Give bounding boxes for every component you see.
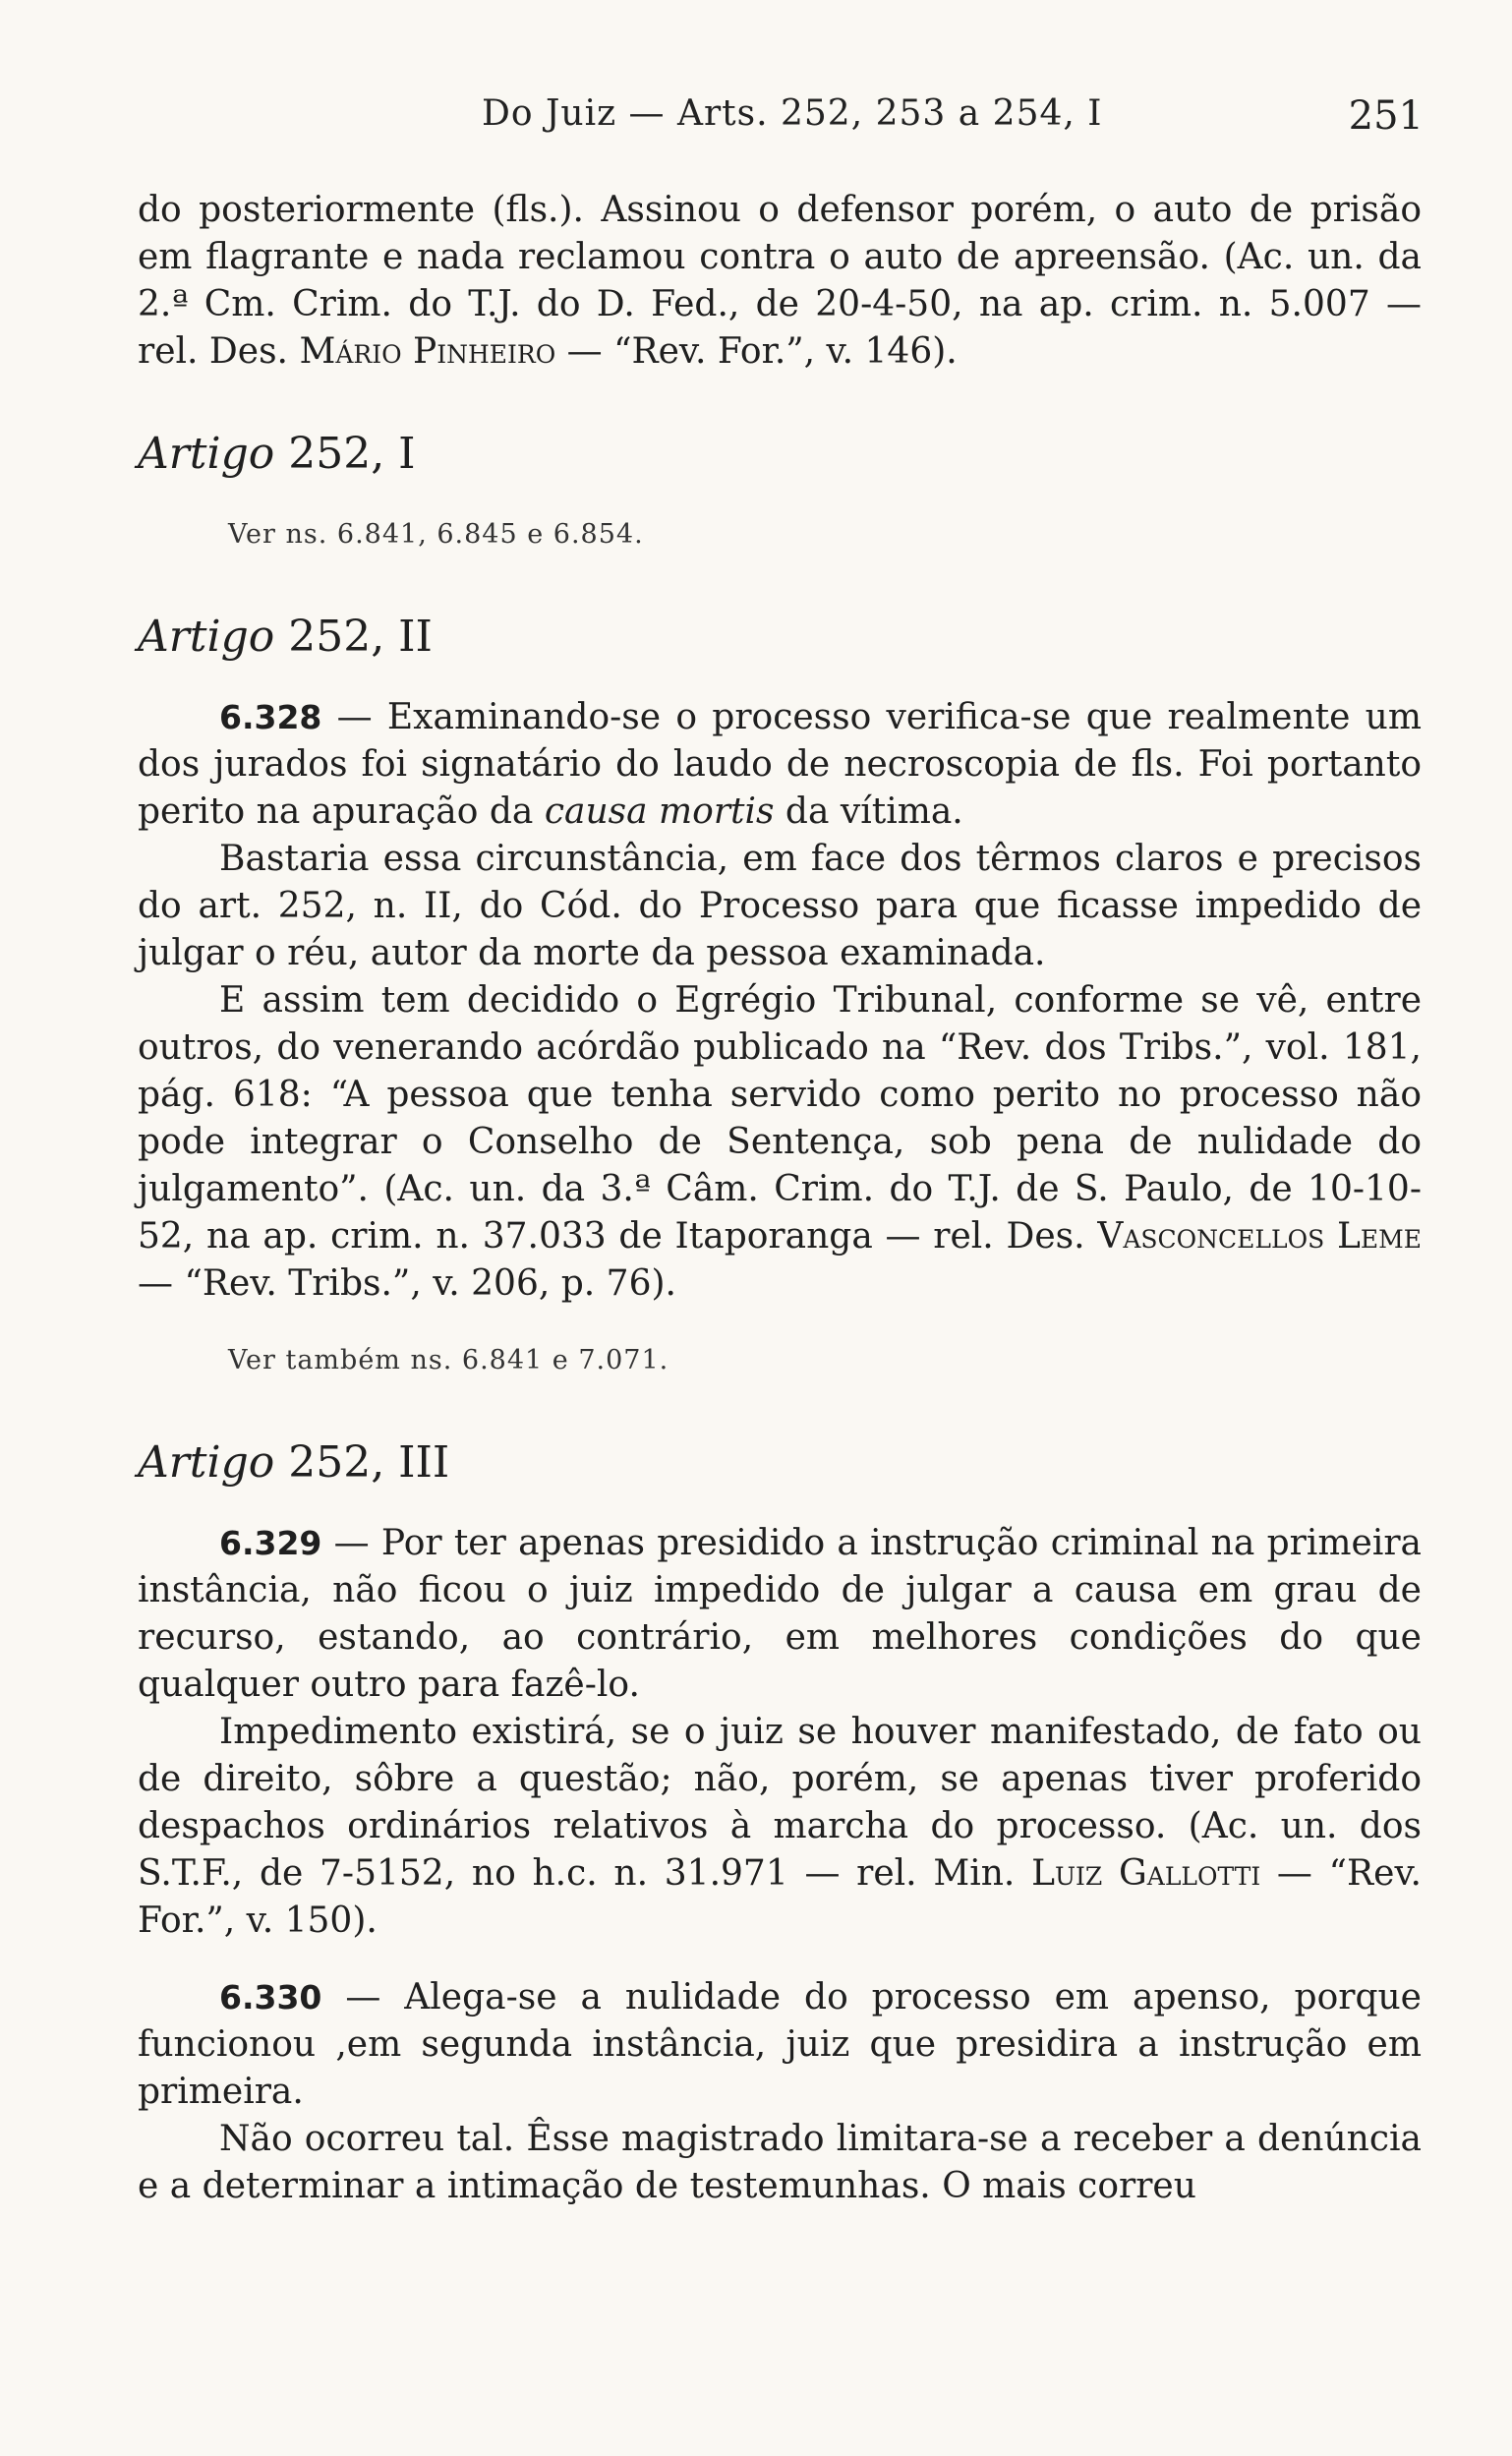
paragraph-tail: — “Rev. Tribs.”, v. 206, p. 76).: [138, 1263, 676, 1304]
article-heading-252-iii: [138, 1435, 1422, 1491]
paragraph-text: — Alega-se a nulidade do processo em apenso, porque funcionou ,em segunda instância, juiz que presidira a instrução em primeira.: [138, 1977, 1422, 2112]
spacer: [138, 1945, 1422, 1974]
paragraph-tail: — “Rev. For.”, v. 150).: [138, 1853, 1422, 1941]
page-body: [138, 187, 1422, 2210]
paragraph-6330-b: Não ocorreu tal. Êsse magistrado limitara-se a receber a denúncia e a determinar a intimação de testemunhas. O mais correu: [138, 2119, 1422, 2206]
continuation-paragraph: [138, 187, 1422, 376]
article-label: Artigo: [138, 1437, 275, 1488]
paragraph-text: Impedimento existirá, se o juiz se houver manifestado, de fato ou de direito, sôbre a questão; não, porém, se apenas tiver proferido despachos ordinários relativos à marcha do processo. (Ac. un. dos S.T.F., de 7-5152, no h.c. n. 31.971 — rel. Min.: [138, 1712, 1422, 1894]
paragraph-text: E assim tem decidido o Egrégio Tribunal, conforme se vê, entre outros, do venerando acórdão publicado na “Rev. dos Tribs.”, vol. 181, pág. 618: “A pessoa que tenha servido como perito no processo não pode integrar o Conselho de Sentença, sob pena de nulidade do julgamento”. (Ac. un. da 3.ª Câm. Crim. do T.J. de S. Paulo, de 10-10-52, na ap. crim. n. 37.033 de Itaporanga — rel. Des.: [138, 980, 1422, 1257]
article-label: Artigo: [138, 429, 275, 479]
running-head: Do Juiz — Arts. 252, 253 a 254, I: [482, 93, 1103, 134]
paragraph-6328: [138, 694, 1422, 836]
article-number: 252, II: [288, 612, 433, 662]
article-heading-252-ii: [138, 610, 1422, 665]
continuation-text: do posteriormente (fls.). Assinou o defensor porém, o auto de prisão em flagrante e nada reclamou contra o auto de apreensão. (Ac. un. da 2.ª Cm. Crim. do T.J. do D. Fed., de 20-4-50, na ap. crim. n. 5.007 — rel. Des.: [138, 190, 1422, 372]
author-name: Luiz Gallotti: [1031, 1853, 1261, 1894]
page-number: 251: [1348, 93, 1424, 139]
paragraph-number: 6.328: [219, 698, 322, 736]
paragraph-number: 6.330: [219, 1978, 322, 2017]
latin-term: causa mortis: [544, 791, 775, 832]
article-heading-252-i: [138, 427, 1422, 482]
paragraph-6328-b: Bastaria essa circunstância, em face dos têrmos claros e precisos do art. 252, n. II, do Cód. do Processo para que ficasse impedido de julgar o réu, autor da morte da pessoa examinada.: [138, 839, 1422, 973]
cross-reference: Ver ns. 6.841, 6.845 e 6.854.: [228, 519, 644, 550]
paragraph-text: — Por ter apenas presidido a instrução criminal na primeira instância, não ficou o juiz impedido de julgar a causa em grau de recurso, estando, ao contrário, em melhores condições do que qualquer outro para fazê-lo.: [138, 1523, 1422, 1705]
article-number: 252, III: [288, 1437, 450, 1488]
paragraph-6328-c: [138, 977, 1422, 1308]
article-label: Artigo: [138, 612, 275, 662]
paragraph-6329-b: [138, 1709, 1422, 1945]
paragraph-6329: [138, 1520, 1422, 1709]
paragraph-number: 6.329: [219, 1524, 322, 1562]
cross-reference: Ver também ns. 6.841 e 7.071.: [228, 1345, 669, 1375]
paragraph-6330: [138, 1974, 1422, 2116]
paragraph-text: — Examinando-se o processo verifica-se que realmente um dos jurados foi signatário do laudo de necroscopia de fls. Foi portanto perito na apuração da: [138, 697, 1422, 832]
author-name: Vasconcellos Leme: [1097, 1216, 1422, 1257]
paragraph-tail: da vítima.: [774, 791, 963, 832]
author-name: Mário Pinheiro: [299, 331, 556, 372]
article-number: 252, I: [288, 429, 416, 479]
continuation-tail: — “Rev. For.”, v. 146).: [555, 331, 958, 372]
